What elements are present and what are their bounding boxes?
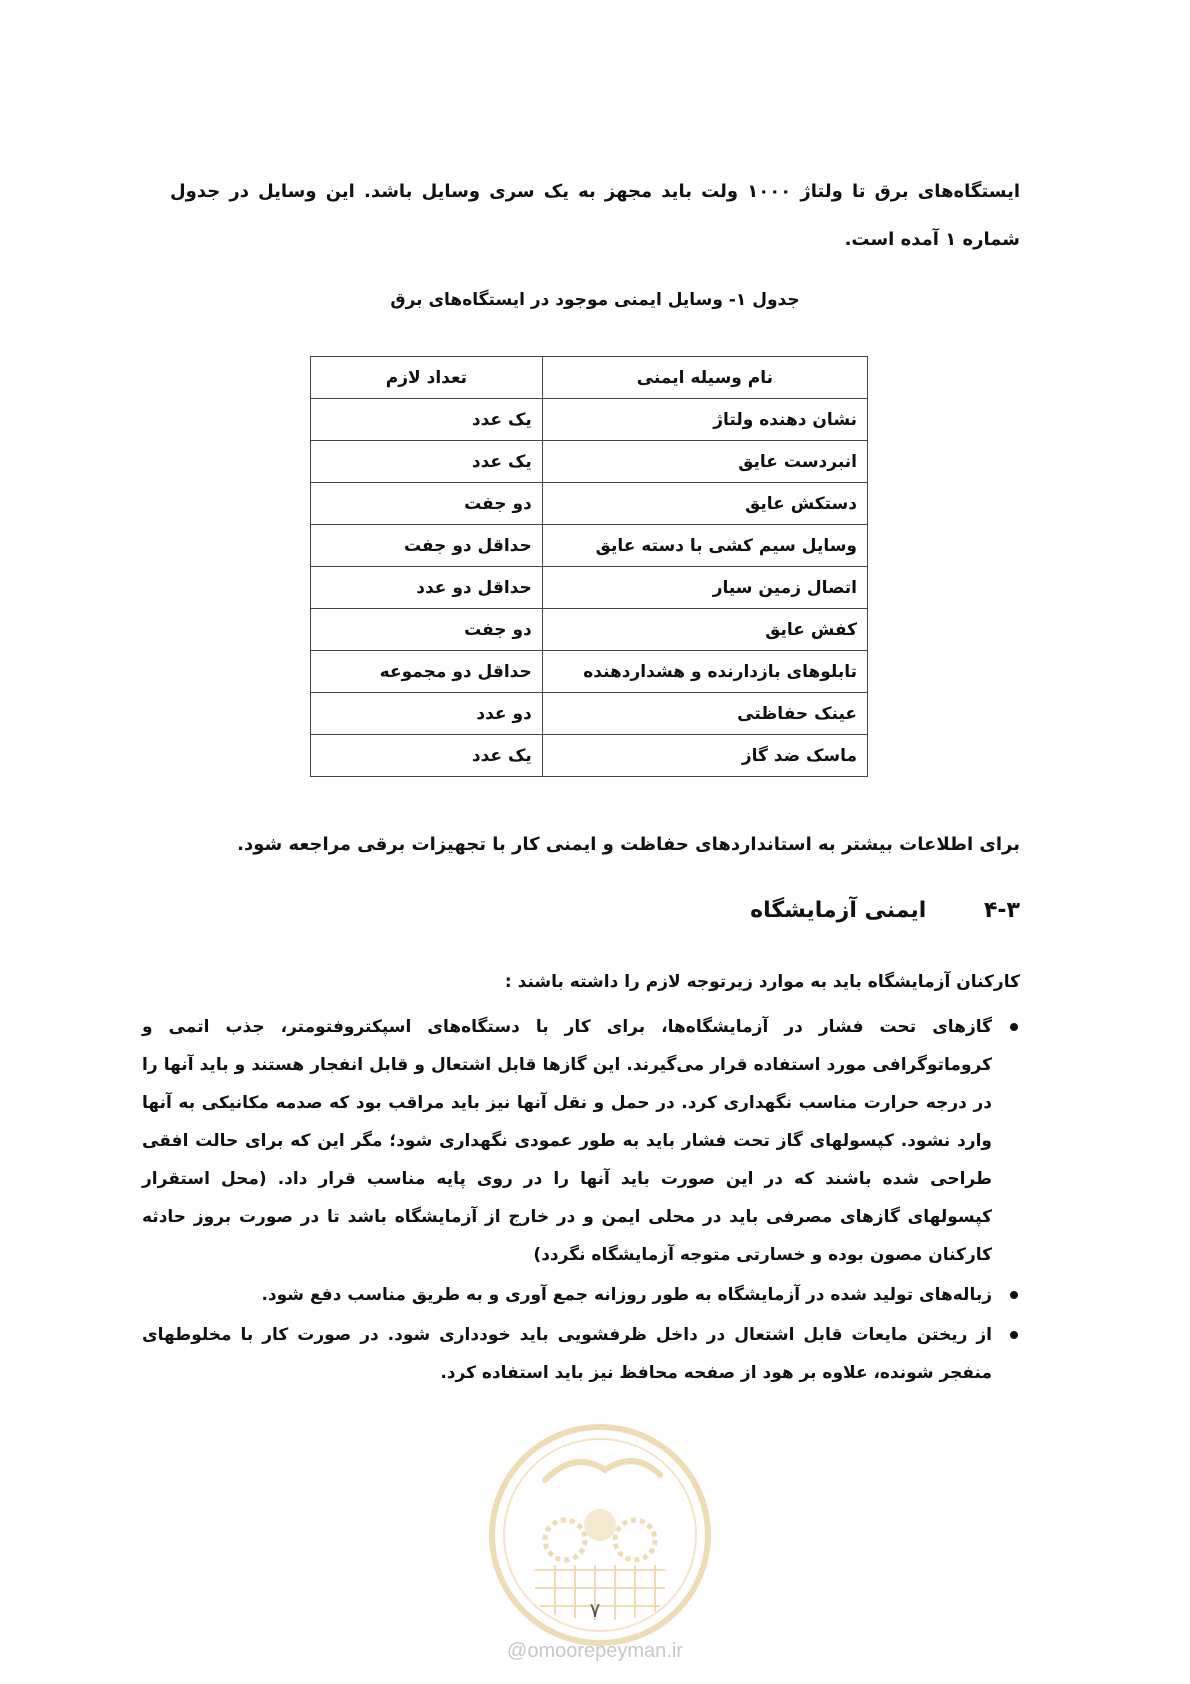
quantity-cell: حداقل دو عدد bbox=[311, 567, 543, 609]
equipment-name-cell: کفش عایق bbox=[542, 609, 867, 651]
standards-note: برای اطلاعات بیشتر به استانداردهای حفاظت و ایمنی کار با تجهیزات برقی مراجعه شود. bbox=[237, 834, 1020, 855]
equipment-name-cell: نشان دهنده ولتاژ bbox=[542, 399, 867, 441]
table-row bbox=[311, 567, 868, 609]
lead-sentence: کارکنان آزمایشگاه باید به موارد زیرتوجه لازم را داشته باشند : bbox=[504, 972, 1020, 992]
table-row bbox=[311, 651, 868, 693]
list-item-text: از ریختن مایعات قابل اشتعال در داخل ظرفشویی باید خودداری شود. در صورت کار با مخلوطهای منفجر شونده، علاوه بر هود از صفحه محافظ نیز باید استفاده کرد. bbox=[142, 1325, 992, 1383]
section-heading bbox=[170, 898, 1020, 923]
table-row bbox=[311, 609, 868, 651]
section-number: ۴-۳ bbox=[984, 898, 1020, 923]
quantity-cell: دو جفت bbox=[311, 609, 543, 651]
equipment-name-cell: وسایل سیم کشی با دسته عایق bbox=[542, 525, 867, 567]
table-row bbox=[311, 693, 868, 735]
bullet-icon bbox=[1010, 1331, 1018, 1339]
equipment-name-cell: انبردست عایق bbox=[542, 441, 867, 483]
quantity-cell: دو جفت bbox=[311, 483, 543, 525]
quantity-cell: دو عدد bbox=[311, 693, 543, 735]
list-item-text: گازهای تحت فشار در آزمایشگاه‌ها، برای کار با دستگاه‌های اسپکتروفتومتر، جذب اتمی و کروماتوگرافی مورد استفاده قرار می‌گیرند. این گازها قابل اشتعال و قابل انفجار هستند و باید آنها را در درجه حرارت مناسب نگهداری کرد. در حمل و نقل آنها نیز باید مراقب بود که صدمه مکانیکی به آنها وارد نشود. کپسولهای گاز تحت فشار باید به طور عمودی نگهداری شود؛ مگر این که برای حالت افقی طراحی شده باشند که در این صورت باید آنها را در روی پایه مناسب قرار داد. (محل استقرار کپسولهای گازهای مصرفی باید در محلی ایمن و در خارج از آزمایشگاه باشد تا در صورت بروز حادثه کارکنان مصون بوده و خسارتی متوجه آزمایشگاه نگردد) bbox=[142, 1017, 992, 1265]
table-row bbox=[311, 399, 868, 441]
section-title: ایمنی آزمایشگاه bbox=[750, 898, 927, 923]
bullet-list bbox=[142, 1008, 1020, 1394]
table-caption: جدول ۱- وسایل ایمنی موجود در ایستگاه‌های برق bbox=[390, 290, 800, 310]
equipment-name-cell: عینک حفاظتی bbox=[542, 693, 867, 735]
quantity-cell: یک عدد bbox=[311, 735, 543, 777]
table-row bbox=[311, 441, 868, 483]
equipment-name-cell: ماسک ضد گاز bbox=[542, 735, 867, 777]
equipment-name-cell: اتصال زمین سیار bbox=[542, 567, 867, 609]
table-row bbox=[311, 525, 868, 567]
header-required-quantity: تعداد لازم bbox=[311, 357, 543, 399]
list-item bbox=[142, 1316, 992, 1392]
website-watermark: @omoorepeyman.ir bbox=[507, 1640, 683, 1662]
quantity-cell: یک عدد bbox=[311, 399, 543, 441]
list-item-text: زباله‌های تولید شده در آزمایشگاه به طور روزانه جمع آوری و به طریق مناسب دفع شود. bbox=[261, 1285, 992, 1305]
bullet-icon bbox=[1010, 1291, 1018, 1299]
quantity-cell: یک عدد bbox=[311, 441, 543, 483]
table-row bbox=[311, 735, 868, 777]
intro-paragraph: ایستگاه‌های برق تا ولتاژ ۱۰۰۰ ولت باید مجهز به یک سری وسایل باشد. این وسایل در جدول شماره ۱ آمده است. bbox=[170, 181, 1020, 250]
quantity-cell: حداقل دو مجموعه bbox=[311, 651, 543, 693]
table-row bbox=[311, 483, 868, 525]
header-equipment-name: نام وسیله ایمنی bbox=[542, 357, 867, 399]
list-item bbox=[142, 1008, 992, 1274]
quantity-cell: حداقل دو جفت bbox=[311, 525, 543, 567]
page-number: ۷ bbox=[589, 1598, 601, 1622]
equipment-name-cell: دستکش عایق bbox=[542, 483, 867, 525]
bullet-icon bbox=[1010, 1023, 1018, 1031]
table-header-row bbox=[311, 357, 868, 399]
list-item bbox=[142, 1276, 992, 1314]
equipment-name-cell: تابلوهای بازدارنده و هشداردهنده bbox=[542, 651, 867, 693]
safety-equipment-table bbox=[310, 356, 868, 777]
